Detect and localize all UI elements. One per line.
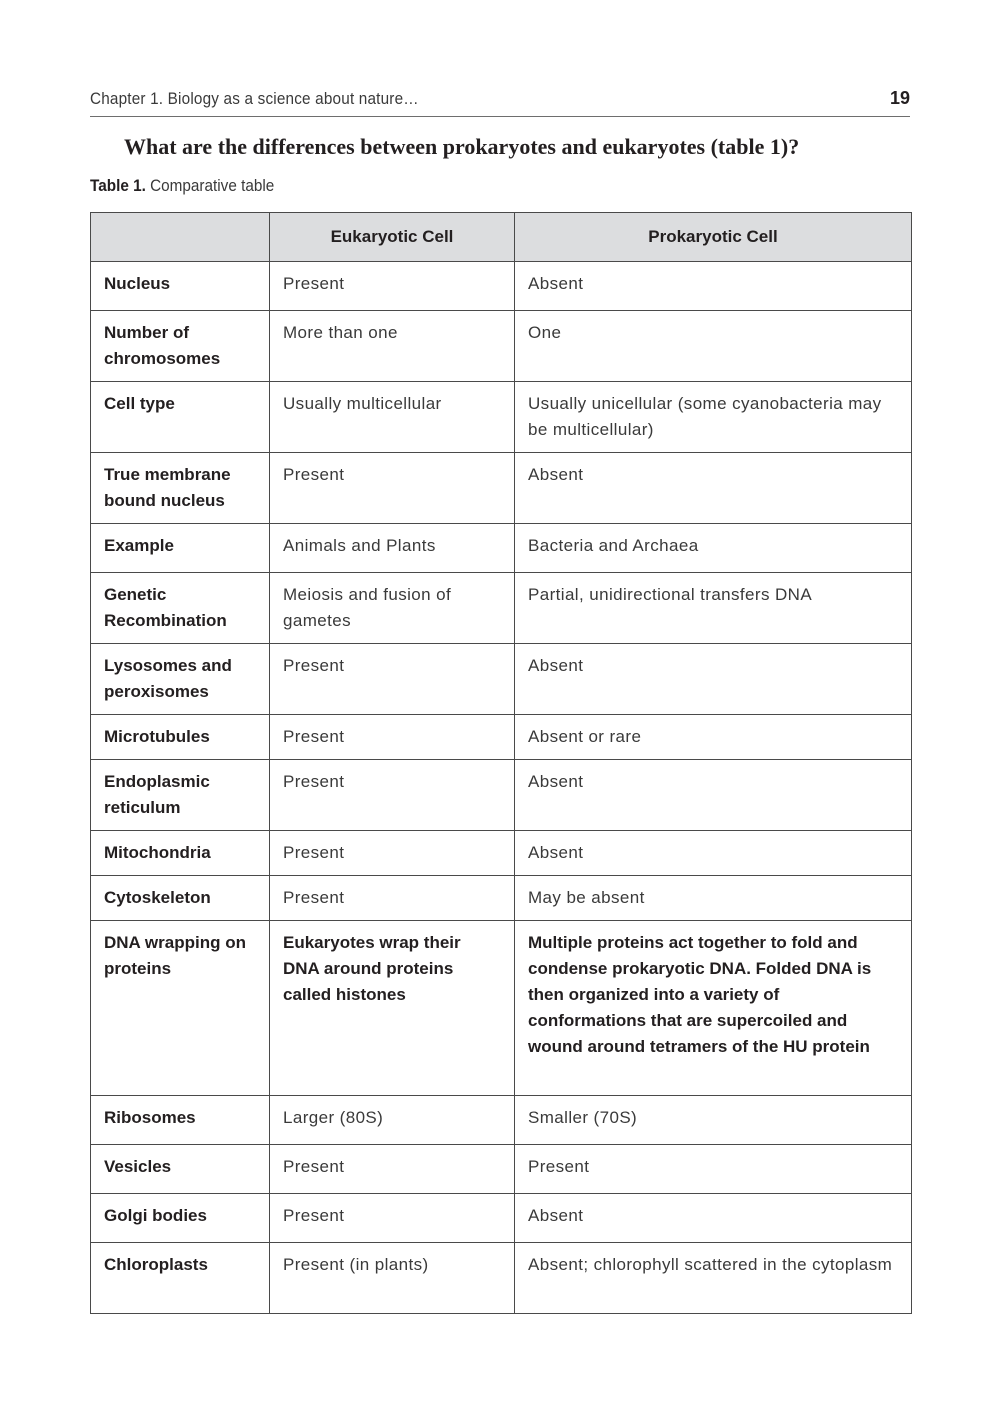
- prokaryotic-cell: May be absent: [515, 876, 912, 921]
- table-caption-label: Table 1.: [90, 176, 146, 195]
- prokaryotic-cell: One: [515, 311, 912, 382]
- prokaryotic-cell: Usually unicellular (some cyanobacteria may be multicellular): [515, 382, 912, 453]
- feature-cell: Example: [91, 524, 270, 573]
- feature-cell: Number of chromosomes: [91, 311, 270, 382]
- feature-cell: Cytoskeleton: [91, 876, 270, 921]
- table-row: [91, 760, 912, 831]
- table-row: [91, 831, 912, 876]
- feature-cell: Cell type: [91, 382, 270, 453]
- eukaryotic-cell: Meiosis and fusion of gametes: [270, 573, 515, 644]
- column-header-prokaryotic: Prokaryotic Cell: [515, 213, 912, 262]
- feature-cell: Microtubules: [91, 715, 270, 760]
- eukaryotic-cell: Present: [270, 876, 515, 921]
- prokaryotic-cell: Smaller (70S): [515, 1096, 912, 1145]
- feature-cell: DNA wrapping on proteins: [91, 921, 270, 1096]
- feature-cell: Mitochondria: [91, 831, 270, 876]
- prokaryotic-cell: Absent: [515, 760, 912, 831]
- column-header-feature: [91, 213, 270, 262]
- table-caption-text: Comparative table: [150, 176, 275, 195]
- eukaryotic-cell: Present: [270, 1194, 515, 1243]
- prokaryotic-cell: Present: [515, 1145, 912, 1194]
- table-row: [91, 453, 912, 524]
- table-header-row: [91, 213, 912, 262]
- prokaryotic-cell: Bacteria and Archaea: [515, 524, 912, 573]
- comparison-table: [90, 212, 912, 1314]
- running-title: Chapter 1. Biology as a science about nature…: [90, 89, 419, 108]
- prokaryotic-cell: Partial, unidirectional transfers DNA: [515, 573, 912, 644]
- feature-cell: Endoplasmic reticulum: [91, 760, 270, 831]
- eukaryotic-cell: Present: [270, 831, 515, 876]
- feature-cell: Ribosomes: [91, 1096, 270, 1145]
- eukaryotic-cell: Present: [270, 453, 515, 524]
- prokaryotic-cell: Absent: [515, 644, 912, 715]
- prokaryotic-cell: Absent; chlorophyll scattered in the cytoplasm: [515, 1243, 912, 1314]
- table-row: [91, 262, 912, 311]
- table-caption: [90, 176, 274, 196]
- feature-cell: Chloroplasts: [91, 1243, 270, 1314]
- eukaryotic-cell: Eukaryotes wrap their DNA around proteins called histones: [270, 921, 515, 1096]
- table-row: [91, 876, 912, 921]
- eukaryotic-cell: Present: [270, 715, 515, 760]
- prokaryotic-cell: Absent: [515, 1194, 912, 1243]
- table-row: [91, 1243, 912, 1314]
- table-row: [91, 382, 912, 453]
- eukaryotic-cell: Present: [270, 760, 515, 831]
- section-question: What are the differences between prokaryotes and eukaryotes (table 1)?: [124, 134, 800, 159]
- eukaryotic-cell: Animals and Plants: [270, 524, 515, 573]
- feature-cell: Nucleus: [91, 262, 270, 311]
- running-header: [90, 86, 910, 117]
- table-row: [91, 921, 912, 1096]
- eukaryotic-cell: Present (in plants): [270, 1243, 515, 1314]
- feature-cell: True membrane bound nucleus: [91, 453, 270, 524]
- table-row: [91, 715, 912, 760]
- prokaryotic-cell: Absent or rare: [515, 715, 912, 760]
- table-row: [91, 1194, 912, 1243]
- eukaryotic-cell: Usually multicellular: [270, 382, 515, 453]
- eukaryotic-cell: Present: [270, 644, 515, 715]
- table-row: [91, 1096, 912, 1145]
- feature-cell: Golgi bodies: [91, 1194, 270, 1243]
- table-row: [91, 311, 912, 382]
- eukaryotic-cell: Present: [270, 262, 515, 311]
- eukaryotic-cell: Larger (80S): [270, 1096, 515, 1145]
- column-header-eukaryotic: Eukaryotic Cell: [270, 213, 515, 262]
- feature-cell: Genetic Recombination: [91, 573, 270, 644]
- eukaryotic-cell: More than one: [270, 311, 515, 382]
- prokaryotic-cell: Multiple proteins act together to fold and condense prokaryotic DNA. Folded DNA is then organized into a variety of conformations that are supercoiled and wound around tetramers of the HU protein: [515, 921, 912, 1096]
- prokaryotic-cell: Absent: [515, 262, 912, 311]
- table-row: [91, 524, 912, 573]
- page-number: 19: [889, 88, 910, 108]
- table-row: [91, 573, 912, 644]
- eukaryotic-cell: Present: [270, 1145, 515, 1194]
- feature-cell: Lysosomes and peroxisomes: [91, 644, 270, 715]
- table-row: [91, 644, 912, 715]
- prokaryotic-cell: Absent: [515, 831, 912, 876]
- prokaryotic-cell: Absent: [515, 453, 912, 524]
- feature-cell: Vesicles: [91, 1145, 270, 1194]
- table-row: [91, 1145, 912, 1194]
